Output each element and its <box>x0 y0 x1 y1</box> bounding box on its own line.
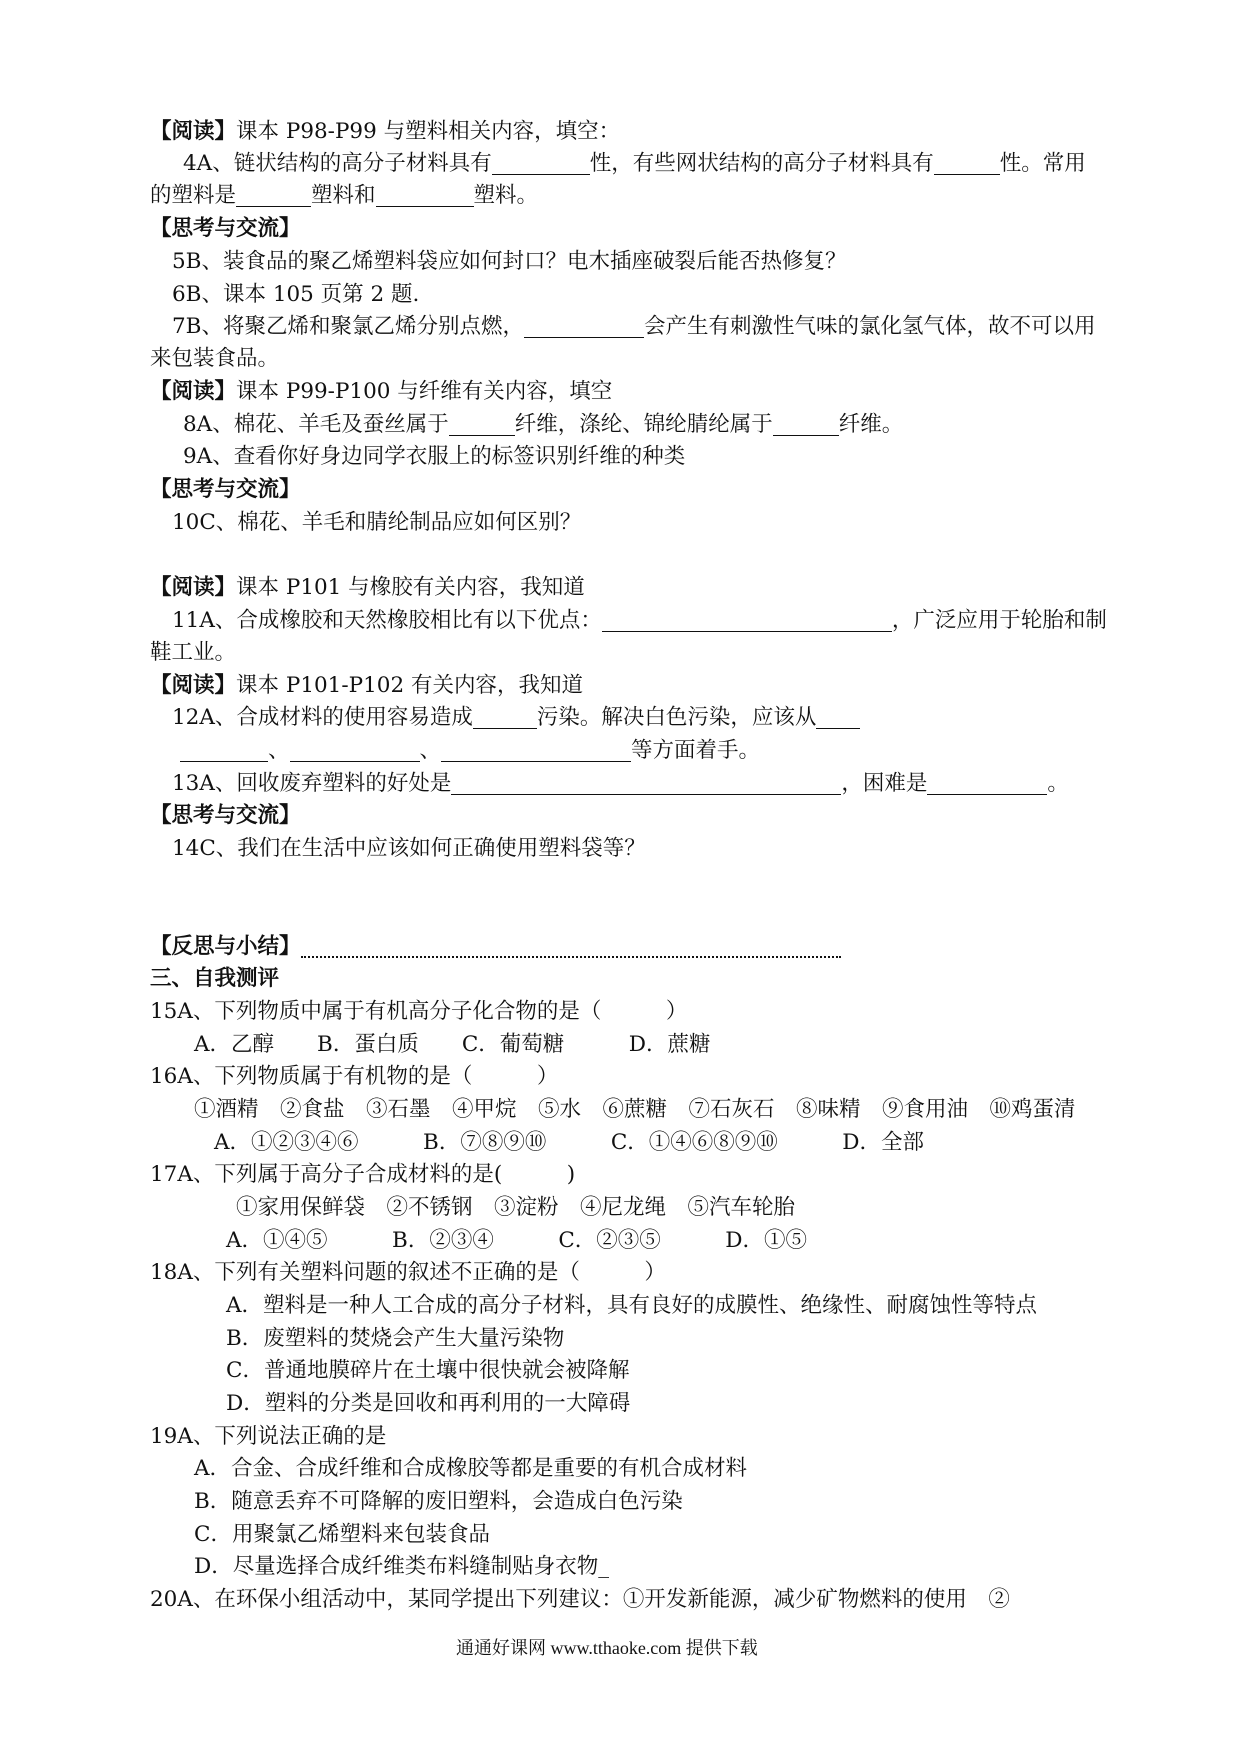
answer-blank[interactable] <box>449 413 515 436</box>
answer-blank[interactable] <box>473 706 537 729</box>
question-19a-option-b: B．随意丢弃不可降解的废旧塑料，会造成白色污染 <box>194 1489 683 1514</box>
question-5b: 5B、装食品的聚乙烯塑料袋应如何封口？电木插座破裂后能否热修复？ <box>172 249 847 274</box>
question-18a-option-a: A．塑料是一种人工合成的高分子材料，具有良好的成膜性、绝缘性、耐腐蚀性等特点 <box>226 1293 1038 1318</box>
reading-heading-rubber: 【阅读】课本 P101 与橡胶有关内容，我知道 <box>150 575 585 600</box>
answer-blank[interactable] <box>376 184 474 207</box>
question-18a-option-c: C．普通地膜碎片在土壤中很快就会被降解 <box>226 1358 630 1383</box>
answer-blank[interactable] <box>236 184 311 207</box>
question-17a: 17A、下列属于高分子合成材料的是( ) <box>150 1162 576 1187</box>
question-7b-cont: 来包装食品。 <box>150 346 280 371</box>
think-heading: 【思考与交流】 <box>150 803 301 828</box>
question-6b: 6B、课本 105 页第 2 题. <box>172 282 420 307</box>
answer-blank[interactable] <box>451 772 841 795</box>
reflection-summary: 【反思与小结】 <box>150 933 841 961</box>
question-4a: 4A、链状结构的高分子材料具有 性，有些网状结构的高分子材料具有 性。常用 <box>183 151 1086 176</box>
question-18a-option-b: B．废塑料的焚烧会产生大量污染物 <box>226 1326 565 1351</box>
question-17a-options: A．①④⑤ B．②③④ C．②③⑤ D．①⑤ <box>226 1228 808 1253</box>
section-self-test: 三、自我测评 <box>150 966 280 991</box>
question-19a: 19A、下列说法正确的是 <box>150 1424 387 1449</box>
question-19a-option-a: A．合金、合成纤维和合成橡胶等都是重要的有机合成材料 <box>194 1456 748 1481</box>
answer-blank[interactable] <box>524 315 644 338</box>
reading-heading-pollution: 【阅读】课本 P101-P102 有关内容，我知道 <box>150 673 583 698</box>
question-18a-option-d: D．塑料的分类是回收和再利用的一大障碍 <box>226 1391 631 1416</box>
question-14c: 14C、我们在生活中应该如何正确使用塑料袋等？ <box>172 836 646 861</box>
question-12a-cont: 、 、 等方面着手。 <box>180 737 760 765</box>
question-13a: 13A、回收废弃塑料的好处是 ，困难是 。 <box>172 771 1069 796</box>
question-8a: 8A、棉花、羊毛及蚕丝属于 纤维，涤纶、锦纶腈纶属于 纤维。 <box>183 412 904 437</box>
question-15a-options: A．乙醇 B．蛋白质 C．葡萄糖 D．蔗糖 <box>194 1032 711 1057</box>
question-19a-option-d: D．尽量选择合成纤维类布料缝制贴身衣物_ <box>194 1554 609 1579</box>
answer-blank[interactable] <box>492 152 590 175</box>
page-footer: 通通好课网 www.tthaoke.com 提供下载 <box>456 1638 758 1658</box>
answer-blank[interactable] <box>441 739 631 762</box>
think-heading: 【思考与交流】 <box>150 477 301 502</box>
question-16a-items: ①酒精 ②食盐 ③石墨 ④甲烷 ⑤水 ⑥蔗糖 ⑦石灰石 ⑧味精 ⑨食用油 ⑩鸡蛋清 <box>194 1097 1076 1122</box>
answer-blank[interactable] <box>602 609 892 632</box>
question-16a: 16A、下列物质属于有机物的是（ ） <box>150 1064 559 1089</box>
question-20a: 20A、在环保小组活动中，某同学提出下列建议：①开发新能源，减少矿物燃料的使用 ② <box>150 1587 1010 1612</box>
question-9a: 9A、查看你好身边同学衣服上的标签识别纤维的种类 <box>183 444 686 469</box>
answer-blank[interactable] <box>180 739 268 762</box>
question-12a: 12A、合成材料的使用容易造成 污染。解决白色污染，应该从 <box>172 704 860 732</box>
question-19a-option-c: C．用聚氯乙烯塑料来包装食品 <box>194 1522 490 1547</box>
summary-blank[interactable] <box>301 934 841 958</box>
question-16a-options: A．①②③④⑥ B．⑦⑧⑨⑩ C．①④⑥⑧⑨⑩ D．全部 <box>214 1130 925 1155</box>
question-4a-cont: 的塑料是 塑料和 塑料。 <box>150 183 539 208</box>
question-11a-cont: 鞋工业。 <box>150 640 237 665</box>
question-15a: 15A、下列物质中属于有机高分子化合物的是（ ） <box>150 999 688 1024</box>
answer-blank[interactable] <box>773 413 839 436</box>
question-18a: 18A、下列有关塑料问题的叙述不正确的是（ ） <box>150 1260 666 1285</box>
question-10c: 10C、棉花、羊毛和腈纶制品应如何区别？ <box>172 510 582 535</box>
reading-heading-fibers: 【阅读】课本 P99-P100 与纤维有关内容，填空 <box>150 379 613 404</box>
question-11a: 11A、合成橡胶和天然橡胶相比有以下优点： ，广泛应用于轮胎和制 <box>172 608 1107 633</box>
answer-blank[interactable] <box>816 706 860 729</box>
question-17a-items: ①家用保鲜袋 ②不锈钢 ③淀粉 ④尼龙绳 ⑤汽车轮胎 <box>236 1195 796 1220</box>
reading-heading-plastics: 【阅读】课本 P98-P99 与塑料相关内容，填空： <box>150 119 621 144</box>
answer-blank[interactable] <box>934 152 1000 175</box>
question-7b: 7B、将聚乙烯和聚氯乙烯分别点燃， 会产生有刺激性气味的氯化氢气体，故不可以用 <box>172 314 1096 339</box>
answer-blank[interactable] <box>290 739 420 762</box>
think-heading: 【思考与交流】 <box>150 216 301 241</box>
answer-blank[interactable] <box>927 772 1047 795</box>
